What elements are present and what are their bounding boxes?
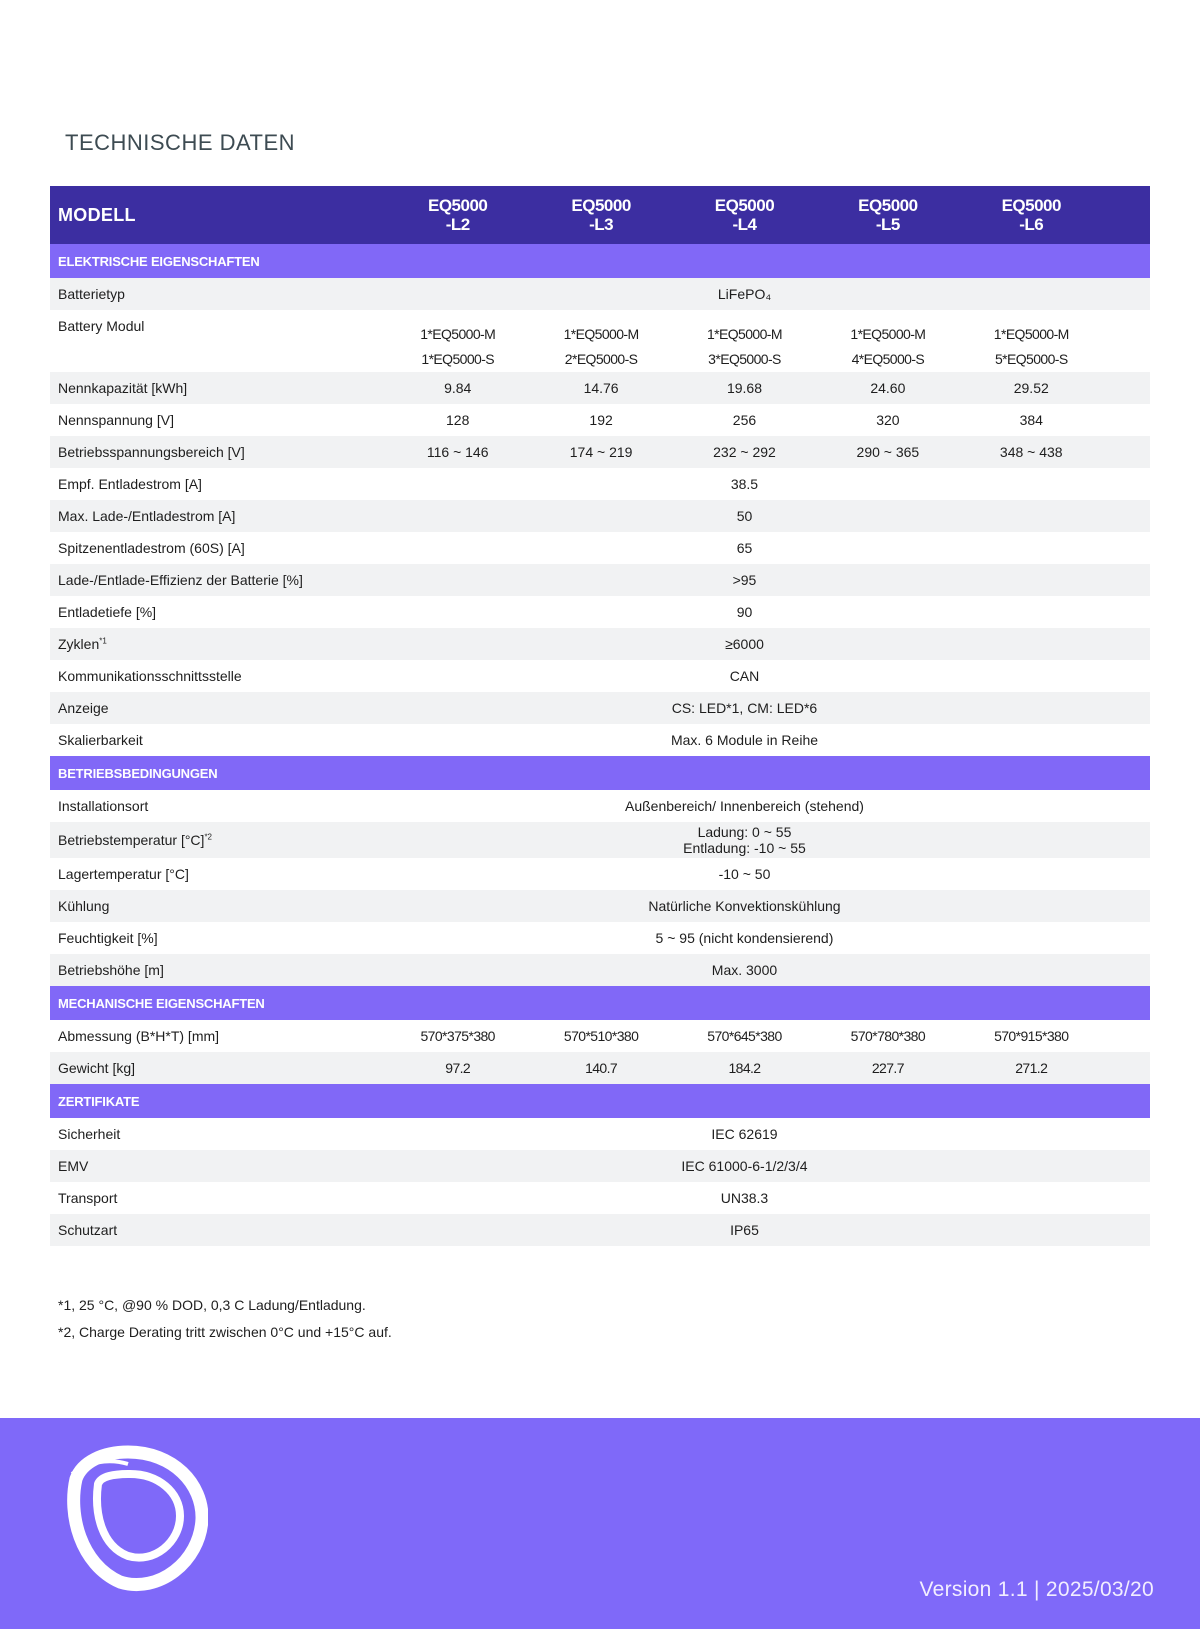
row-value: -10 ~ 50 — [718, 866, 771, 882]
row-value: 570*915*380 — [994, 1028, 1069, 1044]
row-label: Betriebstemperatur $[^\circ C]^{*2}$ — [58, 832, 212, 848]
row-label: Schutzart — [58, 1222, 118, 1238]
row-label: Lade-/Entlade-Effizienz der Batterie [%] — [58, 572, 303, 588]
row-value: 24.60 — [870, 380, 906, 396]
table-row — [50, 436, 1150, 468]
footnote: *1, 25 °C, @90 % DOD, 0,3 C Ladung/Entladung. — [58, 1297, 366, 1313]
row-label: Entladetiefe [%] — [58, 604, 157, 620]
row-value: 50 — [736, 508, 753, 524]
row-value: >95 — [732, 572, 757, 588]
row-label: Installationsort — [58, 798, 149, 814]
row-value: 128 — [446, 412, 470, 428]
row-value: 271.2 — [1015, 1060, 1048, 1076]
table-row — [50, 1052, 1150, 1084]
footer-banner — [0, 1418, 1200, 1629]
row-value: 290 ~ 365 — [856, 444, 920, 460]
row-value: UN38.3 — [720, 1190, 769, 1206]
table-row — [50, 1182, 1150, 1214]
row-value: Natürliche Konvektionskühlung — [648, 898, 841, 914]
row-value: 14.76 — [583, 380, 619, 396]
row-value: 1*EQ5000-M 3*EQ5000-S — [707, 326, 782, 367]
footnotes — [58, 1297, 392, 1351]
row-label: Spitzenentladestrom (60S) [A] — [58, 540, 245, 556]
footnote-marker: *2 — [204, 832, 212, 842]
model-column-header: EQ5000 -L5 — [858, 196, 918, 234]
table-header — [50, 186, 1150, 244]
page-title: TECHNISCHE DATEN — [65, 130, 296, 155]
row-value: 192 — [589, 412, 613, 428]
table-row — [50, 954, 1150, 986]
row-value: LiFePO₄ — [717, 286, 772, 302]
row-label: Batterietyp — [58, 286, 125, 302]
row-label: Gewicht [kg] — [58, 1060, 136, 1076]
row-label: Anzeige — [58, 700, 109, 716]
row-value: 5 ~ 95 (nicht kondensierend) — [655, 930, 834, 946]
table-row — [50, 532, 1150, 564]
model-header-label: MODELL — [58, 204, 136, 225]
row-value: 570*375*380 — [420, 1028, 495, 1044]
row-value: ≥6000 — [725, 636, 764, 652]
row-label: Empf. Entladestrom [A] — [58, 476, 202, 492]
section-header-electrical — [50, 244, 1150, 278]
brand-logo-icon — [58, 1444, 208, 1599]
table-row — [50, 692, 1150, 724]
section-title: ELEKTRISCHE EIGENSCHAFTEN — [58, 253, 260, 269]
table-row — [50, 660, 1150, 692]
table-row — [50, 564, 1150, 596]
section-header-mechanical — [50, 986, 1150, 1020]
row-label: Zyklen$^{*1}$ — [58, 636, 107, 652]
table-row — [50, 500, 1150, 532]
section-header-operating — [50, 756, 1150, 790]
row-value: Max. 6 Module in Reihe — [670, 732, 819, 748]
row-value: 348 ~ 438 — [999, 444, 1063, 460]
section-header-certificates — [50, 1084, 1150, 1118]
row-value: Ladung: 0 ~ 55 Entladung: -10 ~ 55 — [683, 824, 806, 856]
spec-table — [50, 186, 1150, 1246]
model-column-header: EQ5000 -L4 — [714, 196, 775, 234]
row-label: Sicherheit — [58, 1126, 121, 1142]
table-row — [50, 922, 1150, 954]
table-row — [50, 858, 1150, 890]
row-value: CAN — [729, 668, 760, 684]
row-label: Nennspannung [V] — [58, 412, 174, 428]
table-row — [50, 790, 1150, 822]
row-value: 1*EQ5000-M 1*EQ5000-S — [420, 326, 496, 367]
row-value: IEC 61000-6-1/2/3/4 — [681, 1158, 808, 1174]
row-value: 29.52 — [1013, 380, 1049, 396]
model-column-header: EQ5000 -L2 — [428, 196, 488, 234]
table-row — [50, 596, 1150, 628]
section-title: BETRIEBSBEDINGUNGEN — [58, 765, 218, 781]
row-label: Skalierbarkeit — [58, 732, 143, 748]
row-value: Max. 3000 — [711, 962, 778, 978]
model-column-header: EQ5000 -L3 — [571, 196, 631, 234]
row-value: 1*EQ5000-M 5*EQ5000-S — [993, 326, 1069, 367]
row-value: 174 ~ 219 — [569, 444, 633, 460]
table-row — [50, 1214, 1150, 1246]
row-value: 227.7 — [871, 1060, 904, 1076]
row-value: 232 ~ 292 — [713, 444, 776, 460]
row-value: 256 — [732, 412, 757, 428]
table-row — [50, 724, 1150, 756]
row-label: EMV — [58, 1158, 89, 1174]
row-value: 116 ~ 146 — [426, 444, 489, 460]
row-value: 384 — [1019, 412, 1043, 428]
row-label: Lagertemperatur [°C] — [58, 866, 189, 882]
table-row — [50, 468, 1150, 500]
table-row — [50, 278, 1150, 310]
row-value: 140.7 — [585, 1060, 618, 1076]
table-row — [50, 1118, 1150, 1150]
row-value: 19.68 — [726, 380, 762, 396]
row-label: Betriebsspannungsbereich [V] — [58, 444, 245, 460]
table-row — [50, 822, 1150, 858]
row-value: CS: LED*1, CM: LED*6 — [671, 700, 818, 716]
row-label: Nennkapazität [kWh] — [58, 380, 188, 396]
row-label: Transport — [58, 1190, 118, 1206]
section-title: MECHANISCHE EIGENSCHAFTEN — [58, 995, 265, 1011]
row-value: IP65 — [730, 1222, 759, 1238]
row-label: Max. Lade-/Entladestrom [A] — [58, 508, 236, 524]
row-value: 570*780*380 — [850, 1028, 926, 1044]
table-row — [50, 404, 1150, 436]
table-row — [50, 1150, 1150, 1182]
table-row — [50, 628, 1150, 660]
section-title: ZERTIFIKATE — [58, 1093, 140, 1109]
row-value: 90 — [736, 604, 753, 620]
table-row — [50, 372, 1150, 404]
row-value: Außenbereich/ Innenbereich (stehend) — [625, 798, 864, 814]
row-label: Kühlung — [58, 898, 110, 914]
table-row — [50, 310, 1150, 372]
footnote: *2, Charge Derating tritt zwischen 0°C und +15°C auf. — [58, 1324, 392, 1340]
row-label: Feuchtigkeit [%] — [58, 930, 158, 946]
table-row — [50, 890, 1150, 922]
row-value: 320 — [876, 412, 900, 428]
row-value: IEC 62619 — [711, 1126, 778, 1142]
row-label: Abmessung (B*H*T) [mm] — [58, 1028, 220, 1044]
row-label: Battery Modul — [58, 318, 145, 334]
row-value: 9.84 — [444, 380, 472, 396]
row-value: 570*645*380 — [707, 1028, 782, 1044]
row-value: 65 — [736, 540, 753, 556]
row-value: 97.2 — [445, 1060, 471, 1076]
row-label: Kommunikationsschnittsstelle — [58, 668, 242, 684]
model-column-header: EQ5000 -L6 — [1001, 196, 1061, 234]
row-value: 184.2 — [728, 1060, 761, 1076]
footnote-marker: *1 — [99, 636, 107, 646]
version-label: Version 1.1 | 2025/03/20 — [919, 1578, 1154, 1601]
row-label: Betriebshöhe [m] — [58, 962, 164, 978]
table-row — [50, 1020, 1150, 1052]
row-value: 1*EQ5000-M 2*EQ5000-S — [563, 326, 639, 367]
row-value: 38.5 — [730, 476, 759, 492]
row-value: 1*EQ5000-M 4*EQ5000-S — [850, 326, 926, 367]
row-value: 570*510*380 — [563, 1028, 639, 1044]
